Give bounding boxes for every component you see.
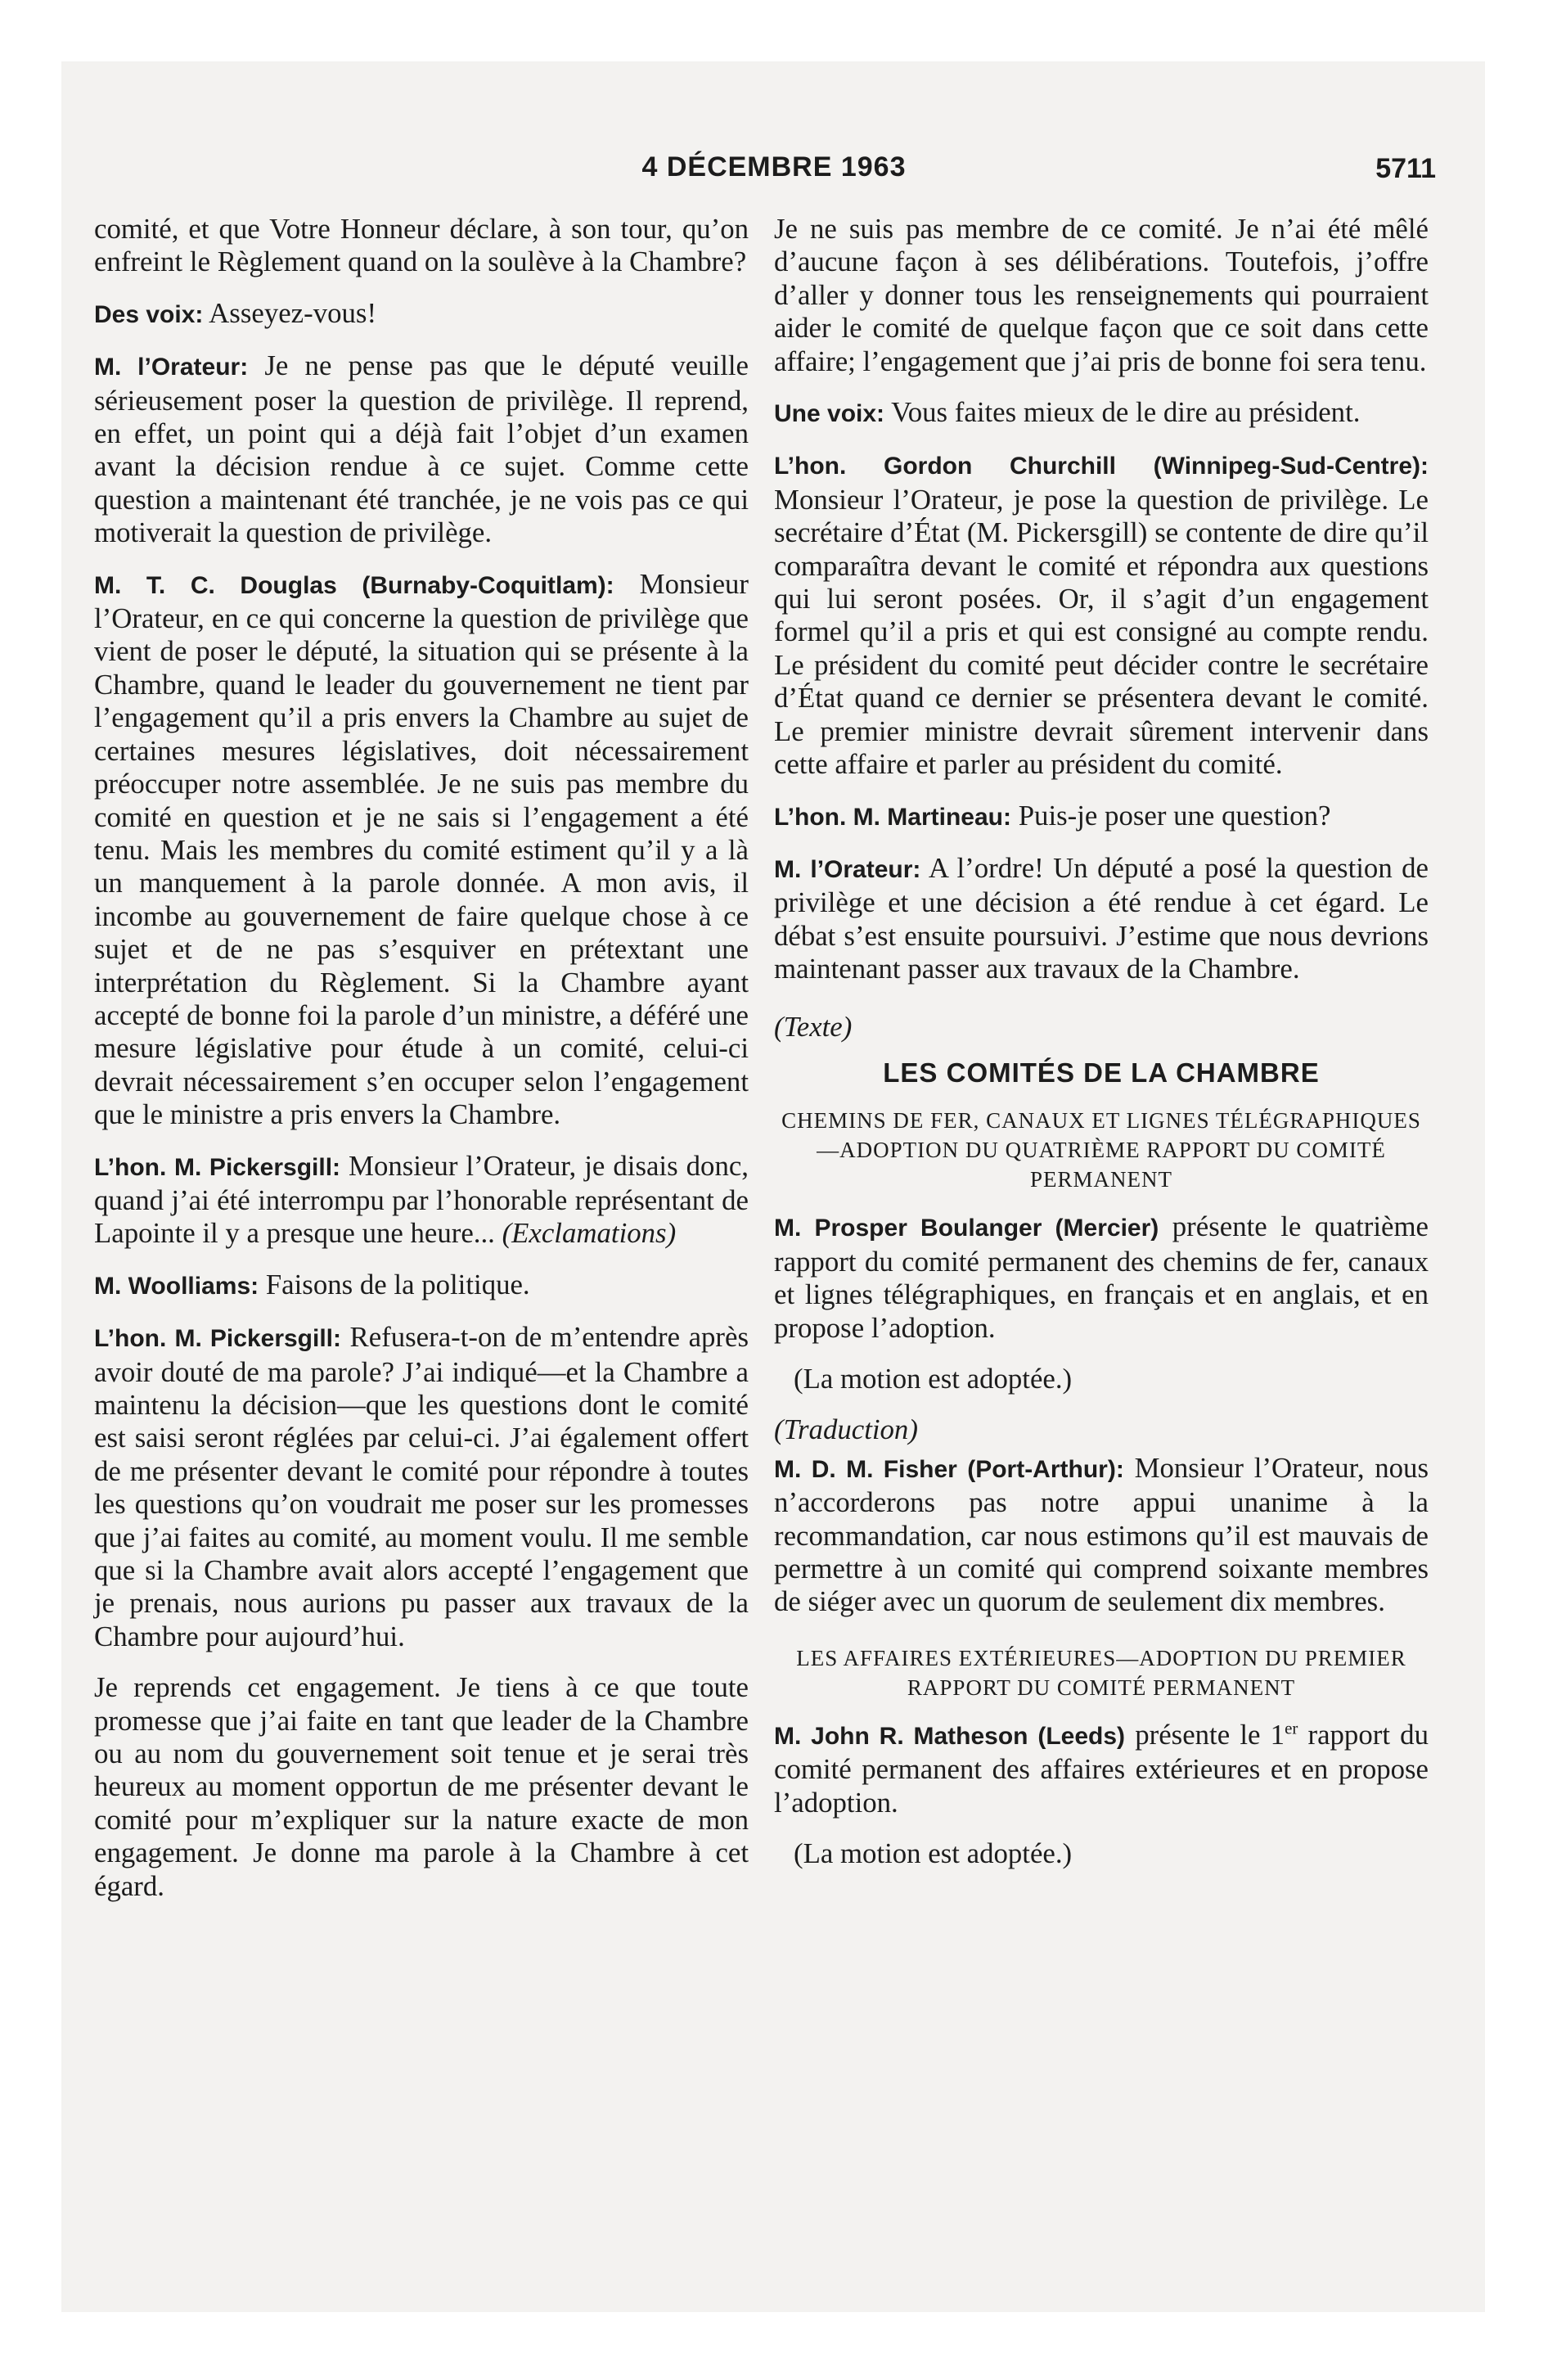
left-column [94, 213, 749, 1921]
speaker-name: L’hon. Gordon Churchill (Winnipeg-Sud-Centre): [774, 453, 1429, 480]
speech-text: Asseyez-vous! [203, 296, 377, 329]
paragraph: Je reprends cet engagement. Je tiens à ce que toute promesse que j’ai faite en tant que leader de la Chambre ou au nom du gouvernement soit tenue et je serai très heureux au moment opportun de me présenter devant le comité pour m’expliquer sur la nature exacte de mon engagement. Je donne ma parole à la Chambre à cet égard. [94, 1671, 749, 1902]
paragraph [94, 1269, 749, 1303]
speaker-name: L’hon. M. Pickersgill: [94, 1325, 341, 1353]
speaker-name: L’hon. M. Martineau: [774, 803, 1011, 831]
section-label: (Traduction) [774, 1413, 918, 1446]
speech-text: Monsieur l’Orateur, je disais donc, quand j’ai été interrompu par l’honorable représentant de Lapointe il y a presque une heure... [94, 1149, 749, 1250]
speaker-name: Des voix: [94, 300, 204, 328]
speaker-name: M. l’Orateur: [94, 354, 249, 381]
page-header [0, 151, 1548, 201]
speech-text: rapport du comité permanent des affaires extérieures et en propose l’adoption. [774, 1718, 1429, 1819]
speaker-name: M. John R. Matheson (Leeds) [774, 1722, 1126, 1750]
paragraph [774, 852, 1429, 986]
speech-text: Monsieur l’Orateur, je pose la question de privilège. Le secrétaire d’État (M. Pickersgill) se contente de dire qu’il comparaîtra devant le comité et répondra aux questions qui lui seront posées. Or, il s’agit d’un engagement formel qu’il a pris et qui est consigné au compte rendu. Le président du comité peut décider contre le secrétaire d’État quand ce dernier se présentera devant le comité. Le premier ministre devrait sûrement intervenir dans cette affaire et parler au président du comité. [774, 483, 1429, 781]
paragraph [774, 1452, 1429, 1619]
speaker-name: L’hon. M. Pickersgill: [94, 1153, 341, 1181]
italic-note: (Exclamations) [502, 1217, 677, 1250]
speech-text: Puis-je poser une question? [1011, 799, 1331, 832]
paragraph [774, 800, 1429, 834]
speaker-name: M. l’Orateur: [774, 855, 921, 883]
right-column [774, 213, 1429, 1888]
paragraph: Je ne suis pas membre de ce comité. Je n’ai été mêlé d’aucune façon à ses délibérations. Toutefois, j’offre d’aller y donner tous les renseignements qui pourraient aider le comité de quelque façon que ce soit dans cette affaire; l’engagement que j’ai pris de bonne foi sera tenu. [774, 213, 1429, 377]
subsection-title: CHEMINS DE FER, CANAUX ET LIGNES TÉLÉGRAPHIQUES—ADOPTION DU QUATRIÈME RAPPORT DU COMITÉ PERMANENT [781, 1108, 1421, 1192]
speech-text: Je ne pense pas que le député veuille sérieusement poser la question de privilège. Il reprend, en effet, un point qui a déjà fait l’objet d’un examen avant la décision rendue à ce sujet. Comme cette question a maintenant été tranchée, je ne vois pas ce qui motiverait la question de privilège. [94, 349, 749, 549]
paragraph [94, 1321, 749, 1653]
speaker-name: M. Prosper Boulanger (Mercier) [774, 1215, 1159, 1242]
speech-text: Monsieur l’Orateur, nous n’accorderons pas notre appui unanime à la recommandation, car nous estimons qu’il est mauvais de permettre à un comité qui comprend soixante membres de siéger avec un quorum de seulement dix membres. [774, 1451, 1429, 1618]
speaker-name: M. T. C. Douglas (Burnaby-Coquitlam): [94, 571, 614, 599]
motion-result: (La motion est adoptée.) [794, 1837, 1073, 1870]
speech-text: Faisons de la politique. [259, 1268, 530, 1300]
speech-text: Monsieur l’Orateur, en ce qui concerne la question de privilège que vient de poser le député, la situation qui se présente à la Chambre, quand le leader du gouvernement ne tient par l’engagement qu’il a pris envers la Chambre au sujet de certaines mesures législatives, doit nécessairement préoccuper notre assemblée. Je ne suis pas membre du comité en question et je ne sais si l’engagement a été tenu. Mais les membres du comité estiment qu’il y a là un manquement à la parole donnée. A mon avis, il incombe au gouvernement de faire quelque chose à ce sujet et de ne pas s’esquiver en prétextant une interprétation du Règlement. Si la Chambre ayant accepté de bonne foi la parole d’un ministre, a déféré une mesure législative pour étude à un comité, celui-ci devrait nécessairement s’en occuper selon l’engagement que le ministre a pris envers la Chambre. [94, 567, 749, 1131]
paragraph [94, 568, 749, 1132]
paragraph: comité, et que Votre Honneur déclare, à son tour, qu’on enfreint le Règlement quand on la soulève à la Chambre? [94, 213, 749, 278]
speech-text: présente le 1 [1125, 1718, 1285, 1751]
paragraph [774, 449, 1429, 781]
speech-text: Vous faites mieux de le dire au président. [884, 396, 1361, 429]
paragraph [774, 1210, 1429, 1345]
subsection-title: LES AFFAIRES EXTÉRIEURES—ADOPTION DU PREMIER RAPPORT DU COMITÉ PERMANENT [796, 1645, 1406, 1700]
speech-text: présente le quatrième rapport du comité permanent des chemins de fer, canaux et lignes télégraphiques, en français et en anglais, et en propose l’adoption. [774, 1210, 1429, 1344]
page-date: 4 DÉCEMBRE 1963 [641, 151, 907, 183]
section-label: (Texte) [774, 1010, 853, 1043]
speaker-name: Une voix: [774, 400, 885, 428]
speaker-name: M. Woolliams: [94, 1272, 259, 1300]
speech-text: Refusera-t-on de m’entendre après avoir douté de ma parole? J’ai indiqué—et la Chambre a maintenu la décision—que les questions dont le comité est saisi seront réglées par celui-ci. J’ai également offert de me présenter devant le comité pour répondre à toutes les questions qu’on voudrait me poser sur les promesses que j’ai faites au comité, au moment voulu. Il me semble que si la Chambre avait alors accepté l’engagement que je prenais, nous aurions pu passer aux travaux de la Chambre pour aujourd’hui. [94, 1321, 749, 1652]
speech-text: A l’ordre! Un député a posé la question de privilège et une décision a été rendue à cet égard. Le débat s’est ensuite poursuivi. J’estime que nous devrions maintenant passer aux travaux de la Chambre. [774, 851, 1429, 985]
motion-result: (La motion est adoptée.) [794, 1362, 1073, 1395]
speaker-name: M. D. M. Fisher (Port-Arthur): [774, 1455, 1124, 1483]
paragraph [774, 396, 1429, 430]
page-number: 5711 [1375, 153, 1436, 184]
paragraph [94, 349, 749, 549]
paragraph [94, 1150, 749, 1251]
paragraph [94, 297, 749, 331]
superscript: er [1285, 1718, 1298, 1738]
paragraph [774, 1719, 1429, 1819]
section-title: LES COMITÉS DE LA CHAMBRE [883, 1057, 1320, 1088]
